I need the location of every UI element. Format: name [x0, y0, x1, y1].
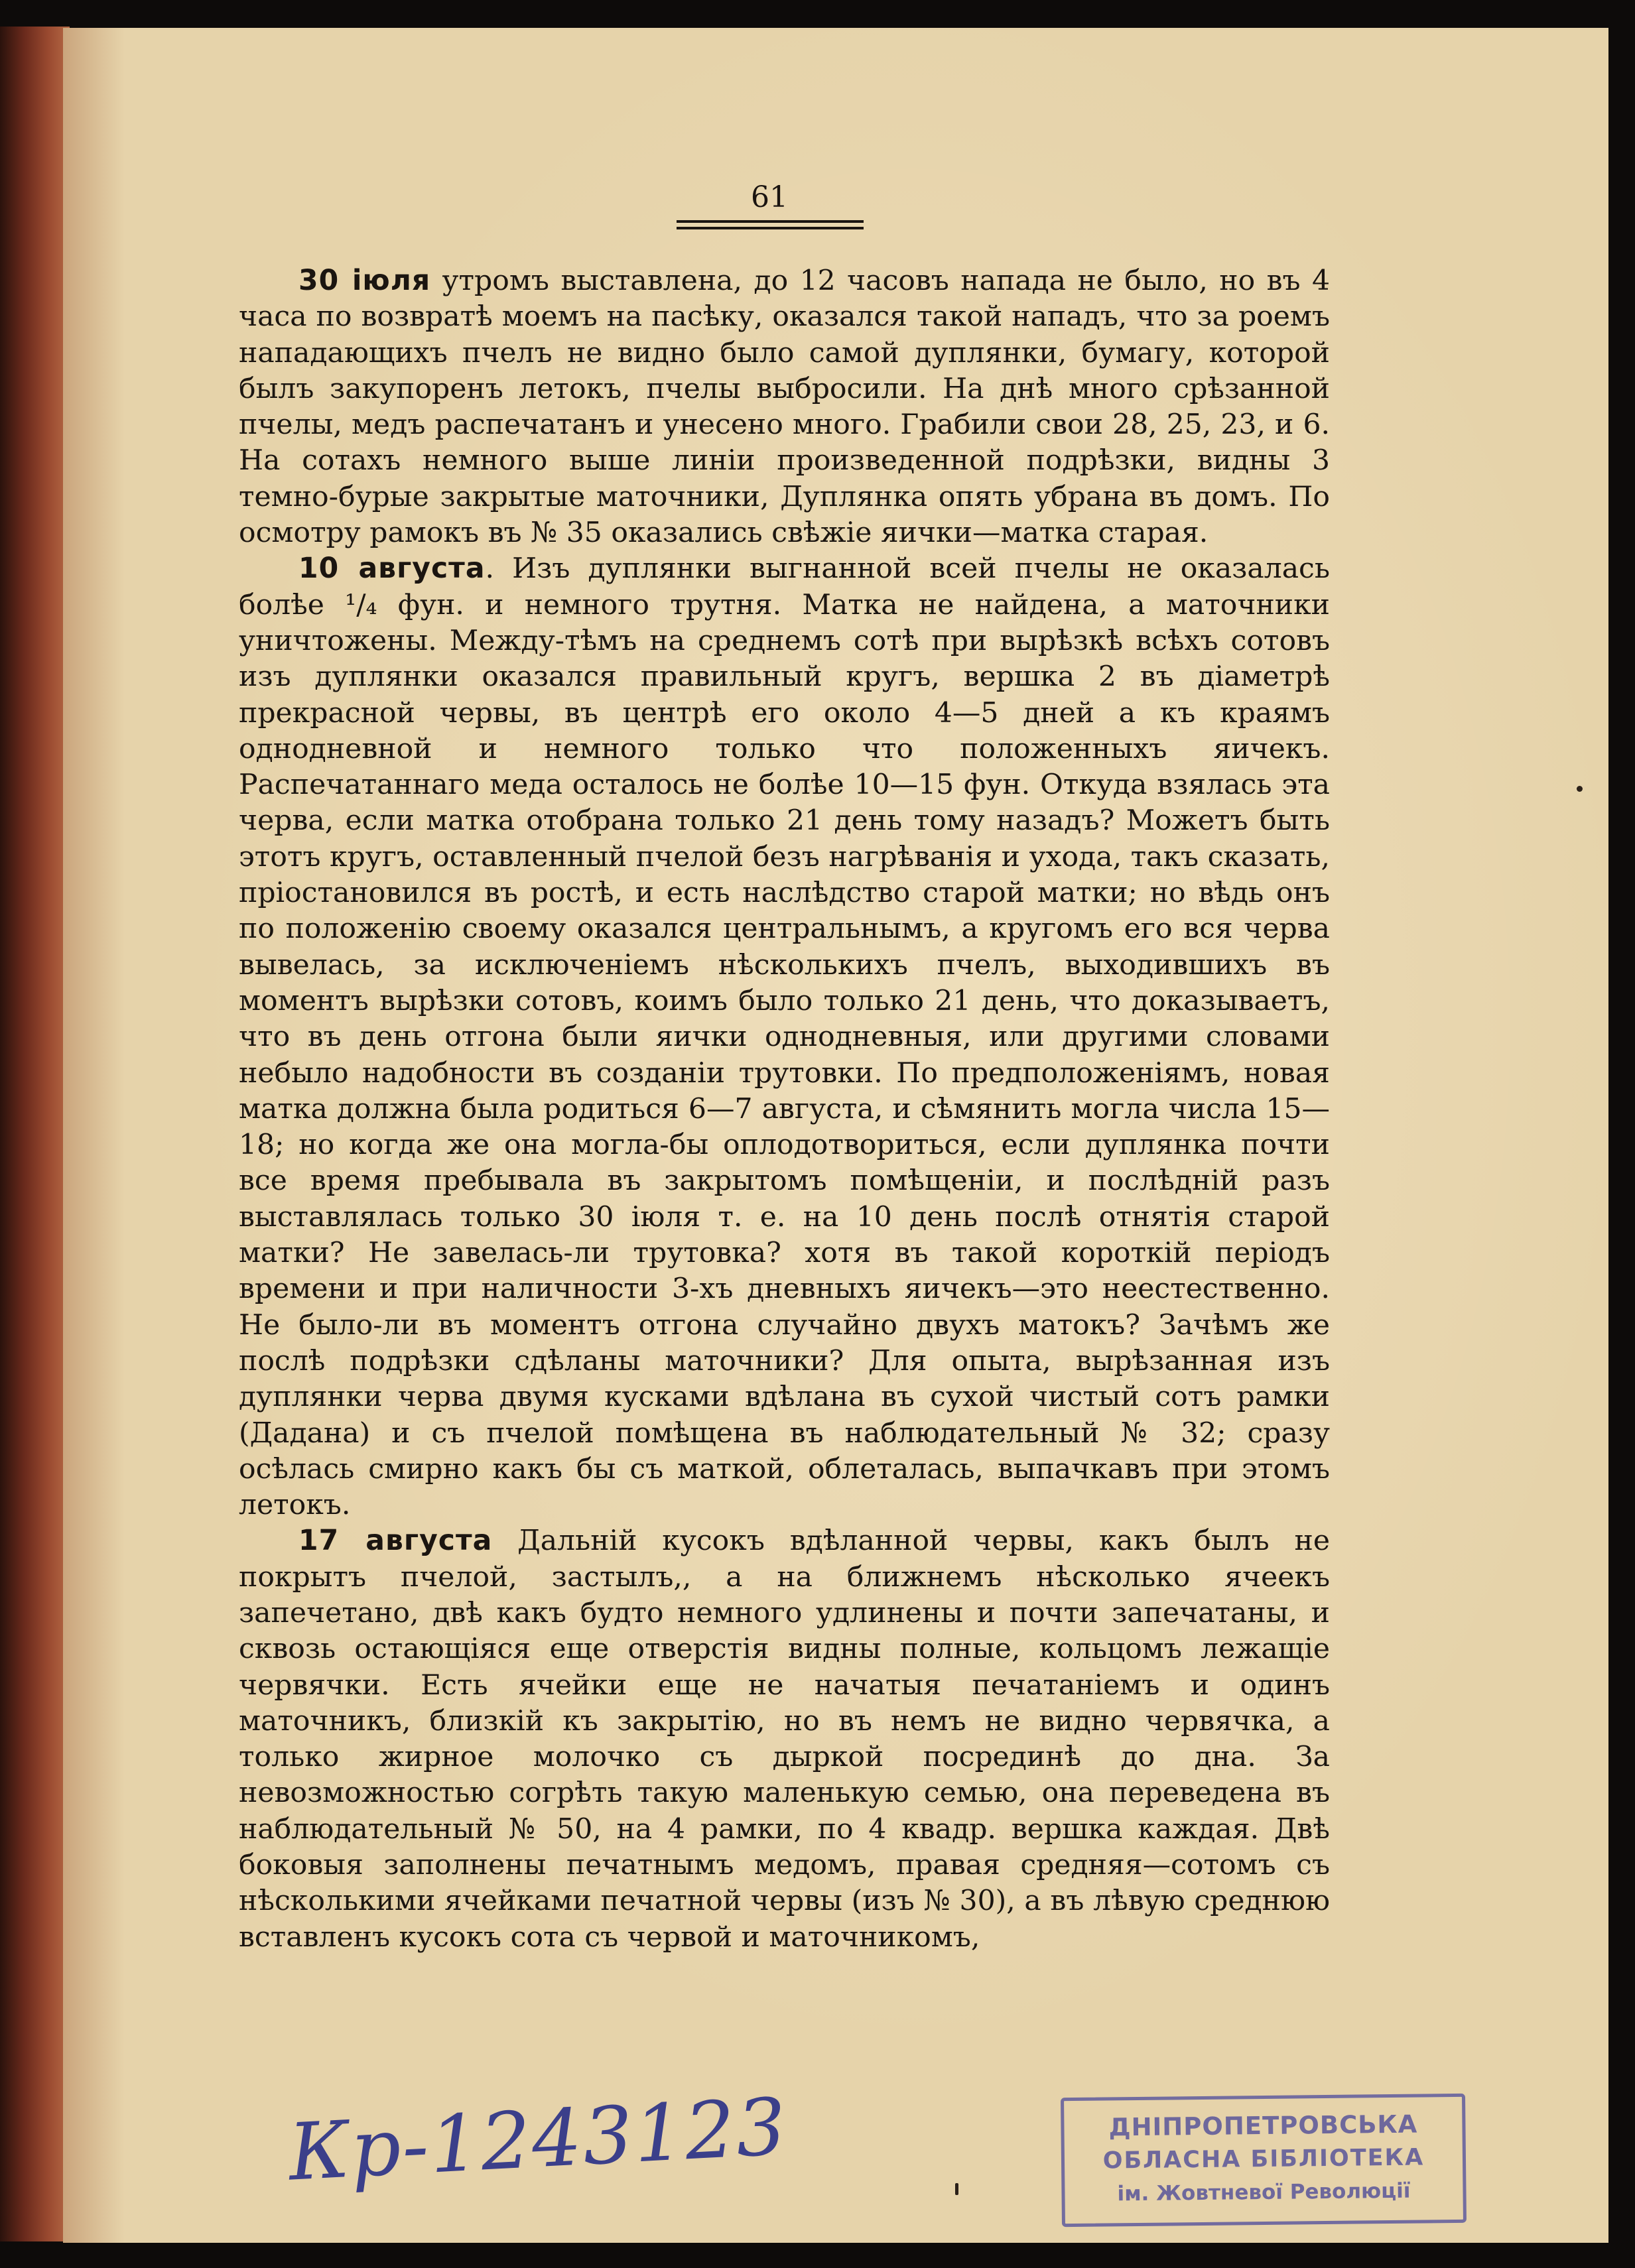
ink-speck [955, 2183, 958, 2195]
paragraph-july-30 [239, 263, 1330, 551]
paragraph-august-17 [239, 1523, 1330, 1956]
book-spine [0, 27, 70, 2241]
ink-speck [1577, 786, 1583, 792]
header-rule-bottom [677, 227, 864, 229]
header-rule-top [677, 220, 864, 223]
entry-text: Дальній кусокъ вдѣланной червы, какъ былъ не покрытъ пчелой, застылъ,, а на ближнемъ нѣсколько ячеекъ запечетано, двѣ какъ будто немного удлинены и почти запечатаны, и сквозь остающіяся еще отверстія видны полные, кольцомъ лежащіе червячки. Есть ячейки еще не начатыя печатаніемъ и одинъ маточникъ, близкій къ закрытію, но въ немъ не видно червячка, а только жирное молочко съ дыркой посрединѣ до дна. За невозможностью согрѣть такую маленькую семью, она переведена въ наблюдательный № 50, на 4 рамки, по 4 квадр. вершка каждая. Двѣ боковыя заполнены печатнымъ медомъ, правая средняя—сотомъ съ нѣсколькими ячейками печатной червы (изъ № 30), а въ лѣвую среднюю вставленъ кусокъ сота съ червой и маточникомъ, [239, 1525, 1330, 1954]
paragraph-august-10 [239, 551, 1330, 1523]
entry-text: утромъ выставлена, до 12 часовъ напада не было, но въ 4 часа по возвратѣ моемъ на пасѣку, оказался такой нападъ, что за роемъ нападающихъ пчелъ не видно было самой дуплянки, бумагу, которой былъ закупоренъ летокъ, пчелы выбросили. На днѣ много срѣзанной пчелы, медъ распечатанъ и унесено много. Грабили свои 28, 25, 23, и 6. На сотахъ немного выше линіи произведенной подрѣзки, видны 3 темно-бурые закрытые маточники, Дуплянка опять убрана въ домъ. По осмотру рамокъ въ № 35 оказались свѣжіе яички—матка старая. [239, 265, 1330, 550]
stamp-line-3: ім. Жовтневої Революції [1117, 2178, 1411, 2206]
entry-date: 10 августа [298, 552, 486, 586]
entry-text: . Изъ дуплянки выгнанной всей пчелы не оказалась болѣе ¹/₄ фун. и немного трутня. Матка не найдена, а маточники уничтожены. Между-тѣмъ на среднемъ сотѣ при вырѣзкѣ всѣхъ сотовъ изъ дуплянки оказался правильный кругъ, вершка 2 въ діаметрѣ прекрасной червы, въ центрѣ его около 4—5 дней а къ краямъ однодневной и немного только что положенныхъ яичекъ. Распечатаннаго меда осталось не болѣе 10—15 фун. Откуда взялась эта черва, если матка отобрана только 21 день тому назадъ? Можетъ быть этотъ кругъ, оставленный пчелой безъ нагрѣванія и ухода, такъ сказать, пріостановился въ ростѣ, и есть наслѣдство старой матки; но вѣдь онъ по положенію своему оказался центральнымъ, а кругомъ его вся черва вывелась, за исключеніемъ нѣсколькихъ пчелъ, выходившихъ въ моментъ вырѣзки сотовъ, коимъ было только 21 день, что доказываетъ, что въ день отгона были яички однодневныя, или другими словами небыло надобности въ созданіи трутовки. По предположеніямъ, новая матка должна была родиться 6—7 августа, и сѣмянить могла числа 15—18; но когда же она могла-бы оплодотвориться, если дуплянка почти все время пребывала въ закрытомъ помѣщеніи, и послѣдній разъ выставлялась только 30 іюля т. е. на 10 день послѣ отнятія старой матки? Не завелась-ли трутовка? хотя въ такой короткій періодъ времени и при наличности 3-хъ дневныхъ яичекъ—это неестественно. Не было-ли въ моментъ отгона случайно двухъ матокъ? Зачѣмъ же послѣ подрѣзки сдѣланы маточники? Для опыта, вырѣзанная изъ дуплянки черва двумя кусками вдѣлана въ сухой чистый сотъ рамки (Дадана) и съ пчелой помѣщена въ наблюдательный № 32; сразу осѣлась смирно какъ бы съ маткой, облеталась, выпачкавъ при этомъ летокъ. [239, 552, 1330, 1522]
handwritten-shelfmark: Кр-1243123 [286, 2080, 790, 2198]
page-number: 61 [751, 180, 788, 214]
body-text [239, 263, 1330, 1956]
entry-date: 17 августа [298, 1525, 493, 1558]
library-stamp [1061, 2094, 1467, 2227]
entry-date: 30 іюля [298, 265, 431, 297]
stamp-line-1: ДНІПРОПЕТРОВСЬКА [1108, 2110, 1418, 2142]
paper-sheet [63, 28, 1608, 2243]
stamp-line-2: ОБЛАСНА БІБЛІОТЕКА [1102, 2144, 1425, 2174]
